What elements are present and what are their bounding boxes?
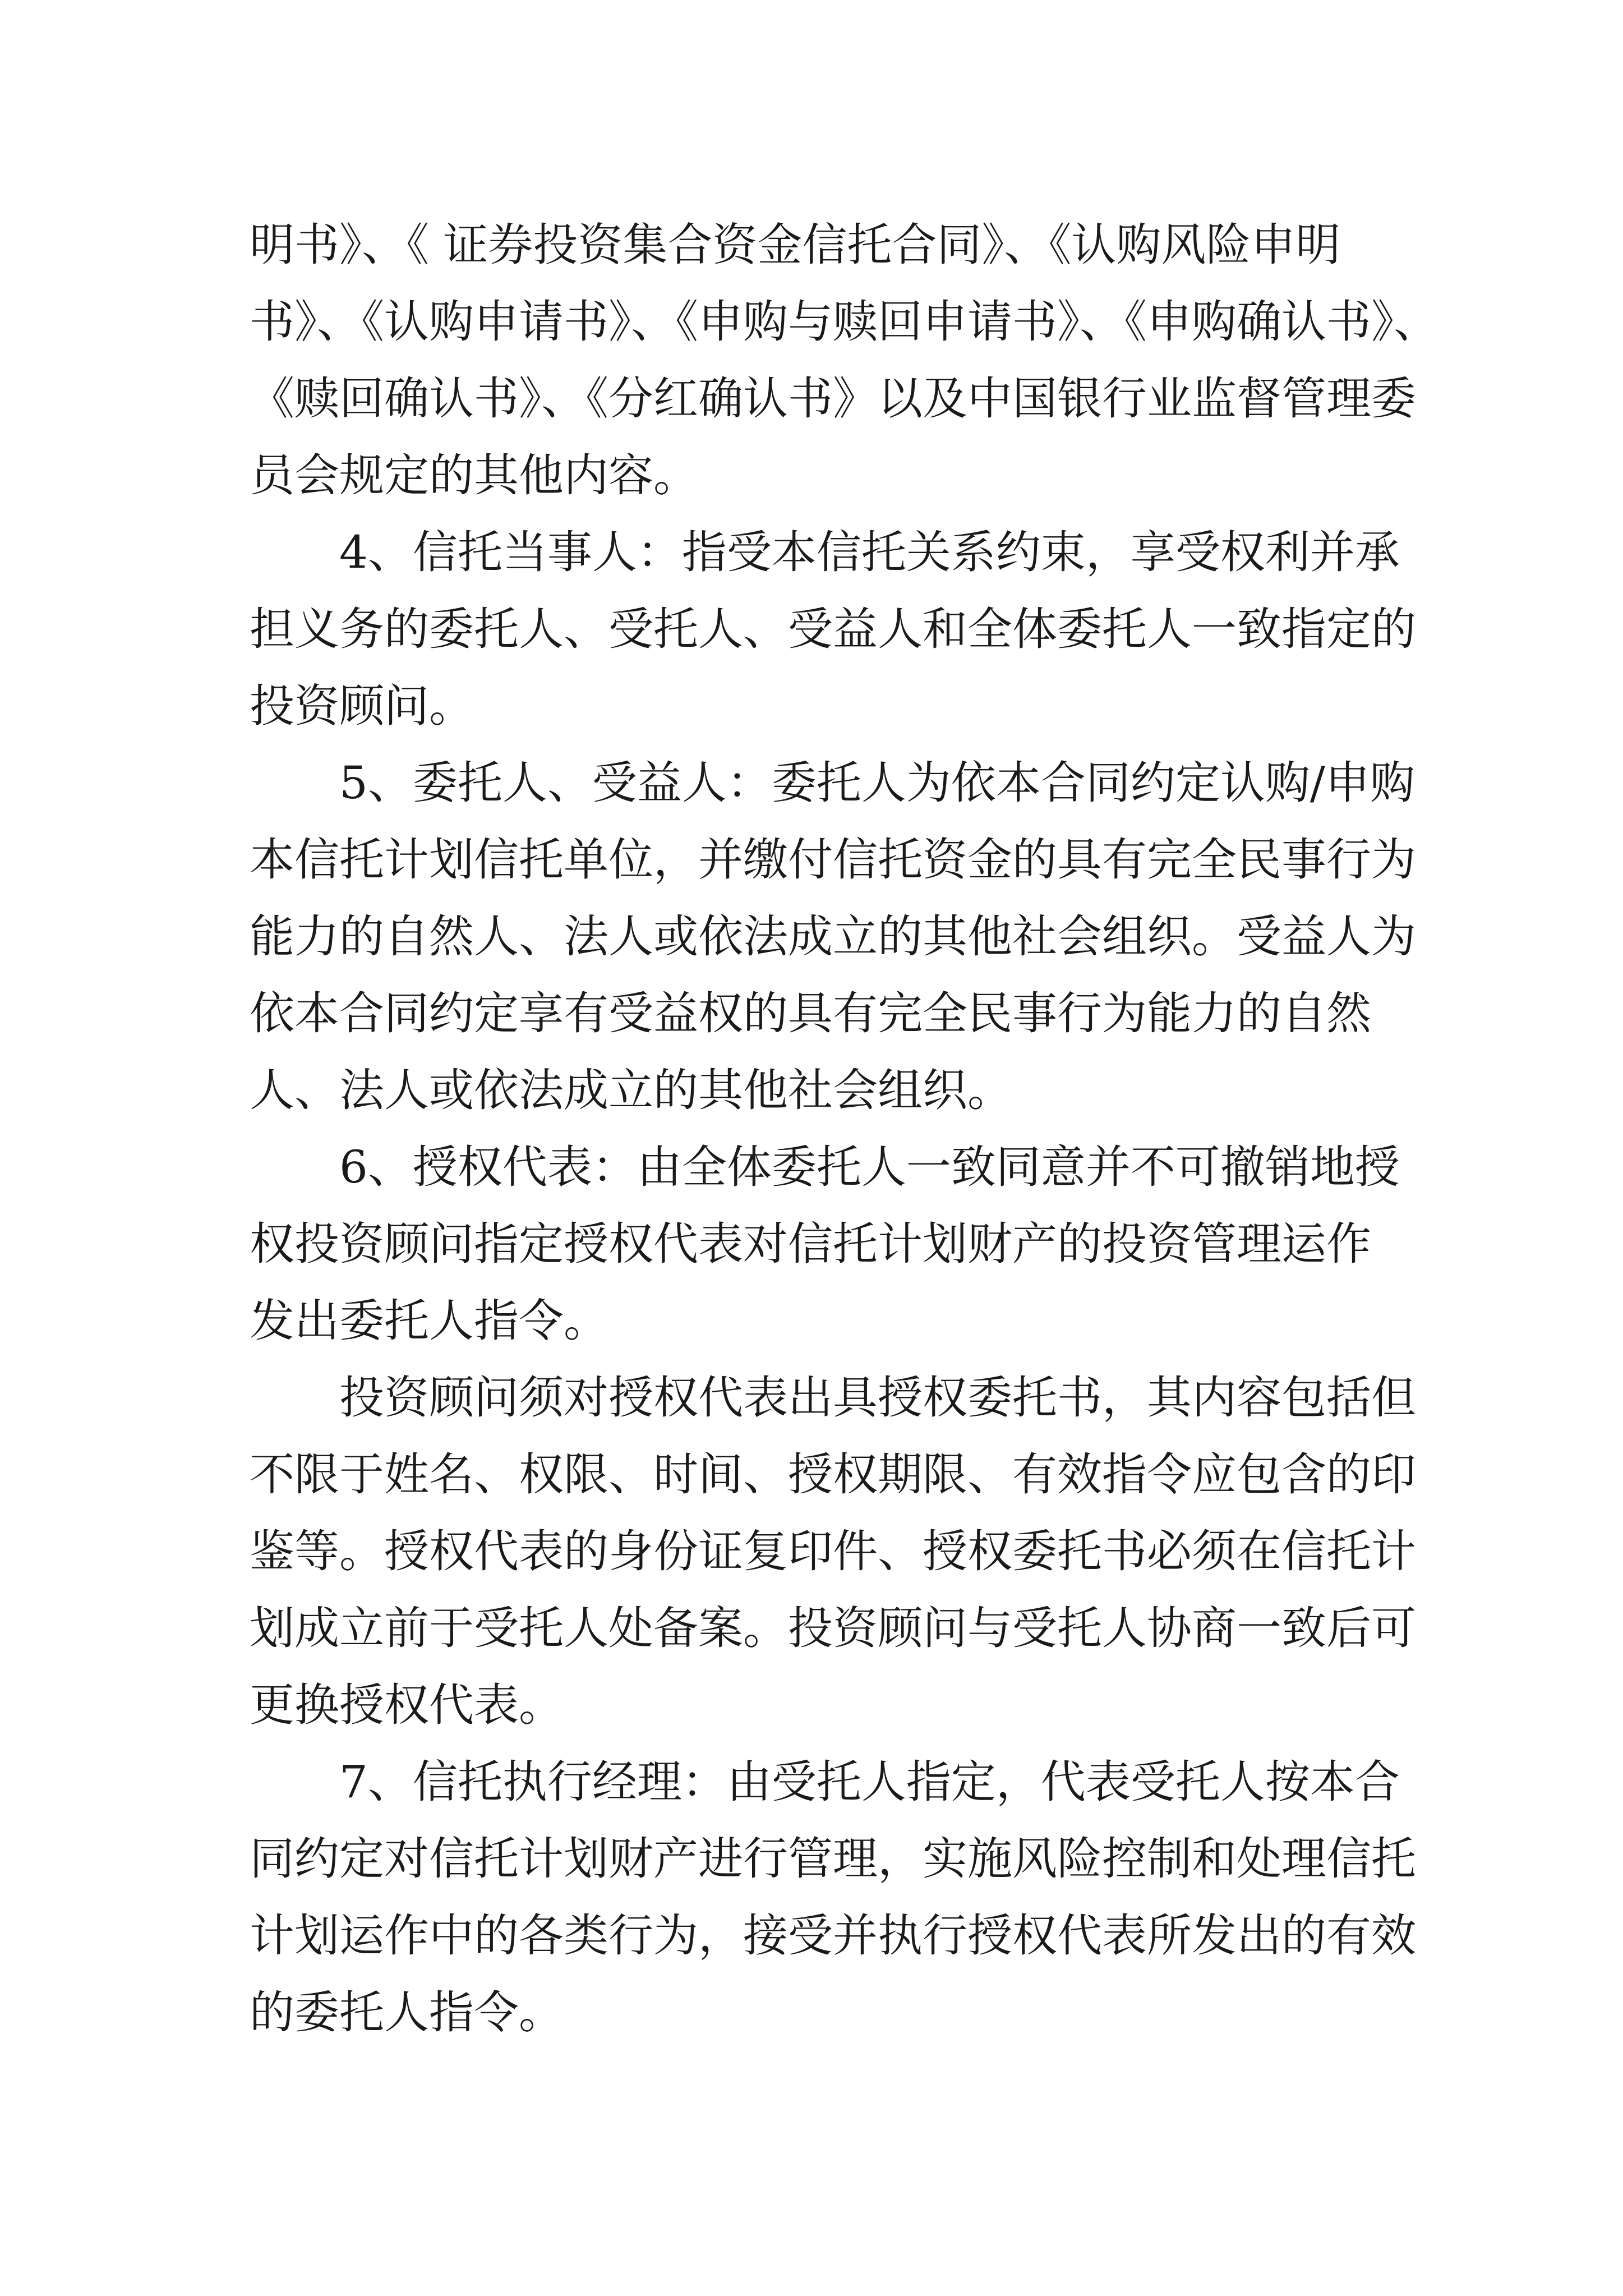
paragraph-6-line-2: 权投资顾问指定授权代表对信托计划财产的投资管理运作 bbox=[250, 1218, 1371, 1270]
paragraph-4-line-2: 担义务的委托人、受托人、受益人和全体委托人一致指定的 bbox=[250, 603, 1416, 655]
paragraph-5-line-2: 本信托计划信托单位，并缴付信托资金的具有完全民事行为 bbox=[250, 834, 1416, 886]
paragraph-6b-line-5: 更换授权代表。 bbox=[250, 1679, 564, 1731]
paragraph-4-line-1: 4、信托当事人：指受本信托关系约束，享受权利并承 bbox=[339, 526, 1400, 578]
paragraph-5-line-5: 人、法人或依法成立的其他社会组织。 bbox=[250, 1064, 1012, 1116]
paragraph-4-line-3: 投资顾问。 bbox=[250, 680, 474, 732]
paragraph-7-line-1: 7、信托执行经理：由受托人指定，代表受托人按本合 bbox=[339, 1756, 1400, 1808]
paragraph-6-line-3: 发出委托人指令。 bbox=[250, 1295, 608, 1347]
paragraph-6b-line-3: 鉴等。授权代表的身份证复印件、授权委托书必须在信托计 bbox=[250, 1525, 1416, 1577]
paragraph-6b-line-2: 不限于姓名、权限、时间、授权期限、有效指令应包含的印 bbox=[250, 1448, 1416, 1501]
paragraph-intro-line-4: 员会规定的其他内容。 bbox=[250, 449, 698, 501]
document-body bbox=[250, 206, 1438, 2051]
paragraph-intro-line-2: 书》、《认购申请书》、《申购与赎回申请书》、《申购确认书》、 bbox=[250, 296, 1438, 348]
paragraph-6-line-1: 6、授权代表：由全体委托人一致同意并不可撤销地授 bbox=[339, 1141, 1400, 1193]
paragraph-7-line-3: 计划运作中的各类行为，接受并执行授权代表所发出的有效 bbox=[250, 1910, 1416, 1962]
paragraph-intro-line-3: 《赎回确认书》、《分红确认书》以及中国银行业监督管理委 bbox=[250, 372, 1416, 425]
paragraph-7-line-4: 的委托人指令。 bbox=[250, 1986, 564, 2039]
paragraph-intro-line-1: 明书》、《 证券投资集合资金信托合同》、《认购风险申明 bbox=[250, 219, 1341, 271]
paragraph-5-line-4: 依本合同约定享有受益权的具有完全民事行为能力的自然 bbox=[250, 987, 1371, 1039]
paragraph-7-line-2: 同约定对信托计划财产进行管理，实施风险控制和处理信托 bbox=[250, 1833, 1416, 1885]
paragraph-6b-line-4: 划成立前于受托人处备案。投资顾问与受托人协商一致后可 bbox=[250, 1602, 1416, 1654]
paragraph-5-line-3: 能力的自然人、法人或依法成立的其他社会组织。受益人为 bbox=[250, 910, 1416, 963]
paragraph-6b-line-1: 投资顾问须对授权代表出具授权委托书，其内容包括但 bbox=[339, 1372, 1416, 1424]
paragraph-5-line-1: 5、委托人、受益人：委托人为依本合同约定认购/申购 bbox=[339, 757, 1415, 809]
